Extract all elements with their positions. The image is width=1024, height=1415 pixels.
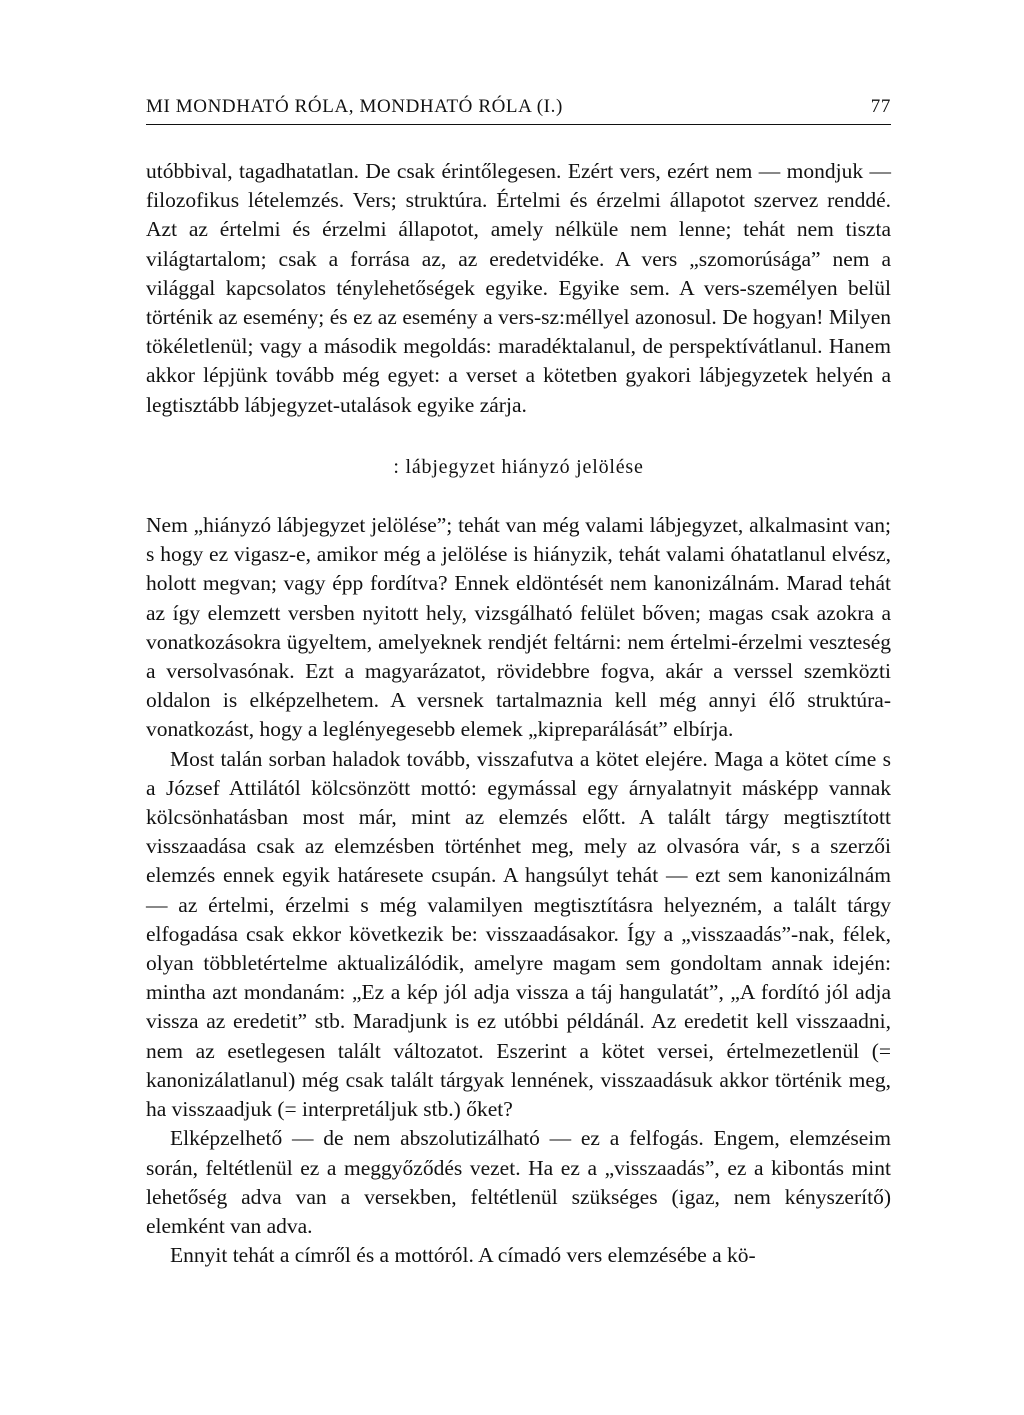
paragraph: Elképzelhető — de nem abszolutizálható — ez a felfogás. Engem, elemzéseim során, feltétlenül ez a meggyőződés vezet. Ha ez a „visszaadás”, ez a kibontás mint lehetőség adva van a versekben, feltétlenül szükséges (igaz, nem kényszerítő) elemként van adva. bbox=[146, 1126, 891, 1238]
paragraph: Nem „hiányzó lábjegyzet jelölése”; tehát van még valami lábjegyzet, alkalmasint van; s hogy ez vigasz-e, amikor még a jelölése is hiányzik, tehát valami óhatatlanul elvész, holott megvan; vagy épp fordítva? Ennek eldöntését nem kanonizálnám. Marad tehát az így elemzett versben nyitott hely, vizsgálható felület bőven; magas csak azokra a vonatkozásokra ügyeltem, amelyeknek rendjét feltárni: nem értelmi-érzelmi veszteség a versolvasónak. Ezt a magyarázatot, rövidebbre fogva, akár a verssel szemközti oldalon is elképzelhetem. A versnek tartalmaznia kell még annyi élő struktúra-vonatkozást, hogy a leglényegesebb elemek „kipreparálását” elbírja. bbox=[146, 513, 891, 742]
paragraph: Ennyit tehát a címről és a mottóról. A címadó vers elemzésébe a kö- bbox=[170, 1243, 756, 1268]
paragraph-opening: utóbbival, tagadhatatlan. De csak érintőlegesen. Ezért vers, ezért nem — mondjuk — filozofikus lételemzés. Vers; struktúra. Értelmi és érzelmi állapotot szervez renddé. Azt az értelmi és érzelmi állapotot, amely nélküle nem lenne; tehát nem tiszta világtartalom; csak a forrása az, az eredetvidéke. A vers „szomorúsága” nem a világgal kapcsolatos ténylehetőségek egyike. Egyike sem. A vers-személyen belül történik az esemény; és ez az esemény a vers-sz:méllyel azonosul. De hogyan! Milyen tökéletlenül; vagy a második megoldás: maradéktalanul, de perspektívátlanul. Hanem akkor lépjünk tovább még egyet: a verset a kötetben gyakori lábjegyzetek helyén a legtisztább lábjegyzet-utalások egyike zárja. bbox=[146, 159, 891, 417]
section-heading: : lábjegyzet hiányzó jelölése bbox=[393, 455, 644, 478]
page-body bbox=[146, 157, 891, 1270]
book-page bbox=[146, 96, 891, 1270]
paragraph: Most talán sorban haladok tovább, visszafutva a kötet elejére. Maga a kötet címe s a József Attilától kölcsönzött mottó: egymással egy árnyalatnyit másképp vannak kölcsönhatásban most már, mint az elemzés előtt. A talált tárgy megtisztított visszaadása csak az elemzésben történhet meg, mely az olvasóra vár, s a szerzői elemzés ennek egyik határesete csupán. A hangsúlyt tehát — ezt sem kanonizálnám — az értelmi, érzelmi s még valamilyen megtisztításra helyezném, a talált tárgy elfogadása csak ekkor következik be: visszaadásakor. Így a „visszaadás”-nak, félek, olyan többletértelme aktualizálódik, amelyre magam sem gondoltam annak idején: mintha azt mondanám: „Ez a kép jól adja vissza a táj hangulatát”, „A fordító jól adja vissza az eredetit” stb. Maradjunk is ez utóbbi példánál. Az eredetit kell visszaadni, nem az esetlegesen talált változatot. Eszerint a kötet versei, értelmezetlenül (= kanonizálatlanul) még csak talált tárgyak lennének, visszaadásuk akkor történik meg, ha visszaadjuk (= interpretáljuk stb.) őket? bbox=[146, 746, 891, 1122]
running-title: MI MONDHATÓ RÓLA, MONDHATÓ RÓLA (I.) bbox=[146, 96, 563, 117]
page-number: 77 bbox=[870, 96, 891, 117]
running-header bbox=[146, 96, 891, 125]
